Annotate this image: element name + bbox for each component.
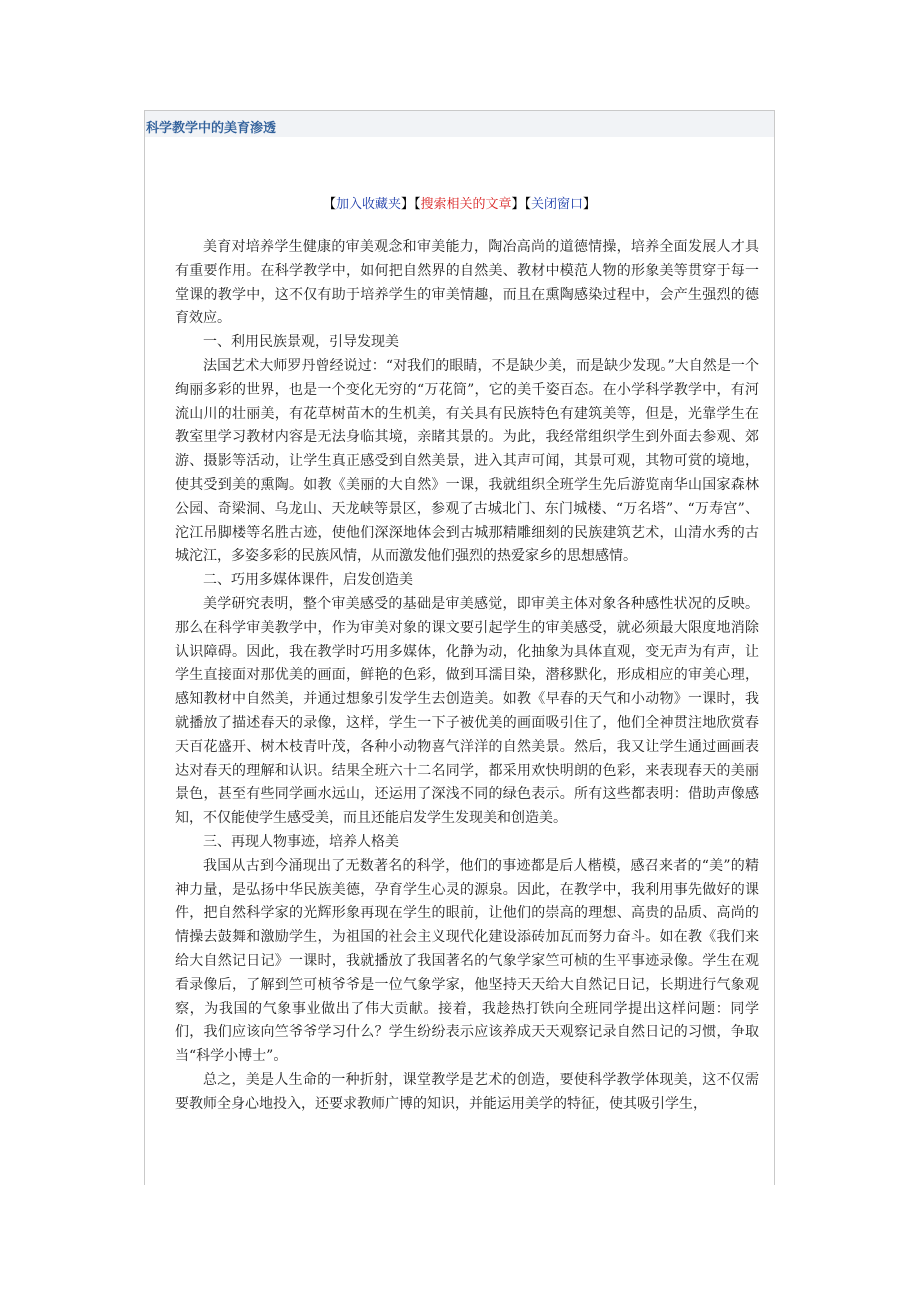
paragraph: 总之，美是人生命的一种折射，课堂教学是艺术的创造，要使科学教学体现美，这不仅需要教师全身心地投入，还要求教师广博的知识，并能运用美学的特征，使其吸引学生， — [175, 1071, 759, 1112]
close-window-link[interactable]: 关闭窗口 — [531, 197, 584, 212]
paragraph: 美育对培养学生健康的审美观念和审美能力，陶冶高尚的道德情操，培养全面发展人才具有重要作用。在科学教学中，如何把自然界的自然美、教材中模范人物的形象美等贯穿于每一堂课的教学中，这不仅有助于培养学生的审美情趣，而且在熏陶感染过程中，会产生强烈的德育效应。 — [175, 239, 759, 327]
title-bar — [145, 111, 774, 137]
paragraph: 法国艺术大师罗丹曾经说过：“对我们的眼睛，不是缺少美，而是缺少发现。”大自然是一个绚丽多彩的世界，也是一个变化无穷的“万花筒”，它的美千姿百态。在小学科学教学中，有河流山川的壮丽美，有花草树苗木的生机美，有关具有民族特色有建筑美等，但是，光靠学生在教室里学习教材内容是无法身临其境，亲睹其景的。为此，我经常组织学生到外面去参观、郊游、摄影等活动，让学生真正感受到自然美景，进入其声可闻，其景可观，其物可赏的境地，使其受到美的熏陶。如教《美丽的大自然》一课，我就组织全班学生先后游览南华山国家森林公园、奇梁洞、乌龙山、天龙峡等景区，参观了古城北门、东门城楼、“万名塔”、“万寿宫”、沱江吊脚楼等名胜古迹，使他们深深地体会到古城那精雕细刻的民族建筑艺术，山清水秀的古城沱江，多姿多彩的民族风情，从而激发他们强烈的热爱家乡的思想感情。 — [175, 357, 759, 565]
add-favorite-link[interactable]: 加入收藏夹 — [335, 197, 401, 212]
section-heading: 一、利用民族景观，引导发现美 — [203, 334, 399, 351]
section-heading: 三、再现人物事迹，培养人格美 — [203, 833, 399, 850]
search-related-link[interactable]: 搜索相关的文章 — [420, 197, 512, 212]
paragraph: 美学研究表明，整个审美感受的基础是审美感觉，即审美主体对象各种感性状况的反映。那么在科学审美教学中，作为审美对象的课文要引起学生的审美感受，就必须最大限度地消除认识障碍。因此，我在教学时巧用多媒体，化静为动，化抽象为具体直观，变无声为有声，让学生直接面对那优美的画面，鲜艳的色彩，做到耳濡目染，潜移默化，形成相应的审美心理，感知教材中自然美，并通过想象引发学生去创造美。如教《早春的天气和小动物》一课时，我就播放了描述春天的录像，这样，学生一下子被优美的画面吸引住了，他们全神贯注地欣赏春天百花盛开、树木枝青叶茂，各种小动物喜气洋洋的自然美景。然后，我又让学生通过画画表达对春天的理解和认识。结果全班六十二名同学，都采用欢快明朗的色彩，来表现春天的美丽景色，甚至有些同学画水远山，还运用了深浅不同的绿色表示。所有这些都表明：借助声像感知，不仅能使学生感受美，而且还能启发学生发现美和创造美。 — [175, 595, 759, 827]
article-frame — [144, 110, 775, 1185]
article-body — [175, 236, 759, 1116]
section-heading: 二、巧用多媒体课件，启发创造美 — [203, 572, 413, 589]
paragraph: 我国从古到今涌现出了无数著名的科学，他们的事迹都是后人楷模，感召来者的“美”的精神力量，是弘扬中华民族美德，孕育学生心灵的源泉。因此，在教学中，我利用事先做好的课件，把自然科学家的光辉形象再现在学生的眼前，让他们的崇高的理想、高贵的品质、高尚的情操去鼓舞和激励学生，为祖国的社会主义现代化建设添砖加瓦而努力奋斗。如在教《我们来给大自然记日记》一课时，我就播放了我国著名的气象学家竺可桢的生平事迹录像。学生在观看录像后，了解到竺可桢爷爷是一位气象学家，他坚持天天给大自然记日记，长期进行气象观察，为我国的气象事业做出了伟大贡献。接着，我趁热打铁向全班同学提出这样问题：同学们，我们应该向竺爷爷学习什么？学生纷纷表示应该养成天天观察记录自然日记的习惯，争取当“科学小博士”。 — [175, 857, 759, 1065]
article-title: 科学教学中的美育渗透 — [146, 121, 277, 136]
article-actions: 【加入收藏夹】【搜索相关的文章】【关闭窗口】 — [322, 197, 597, 212]
